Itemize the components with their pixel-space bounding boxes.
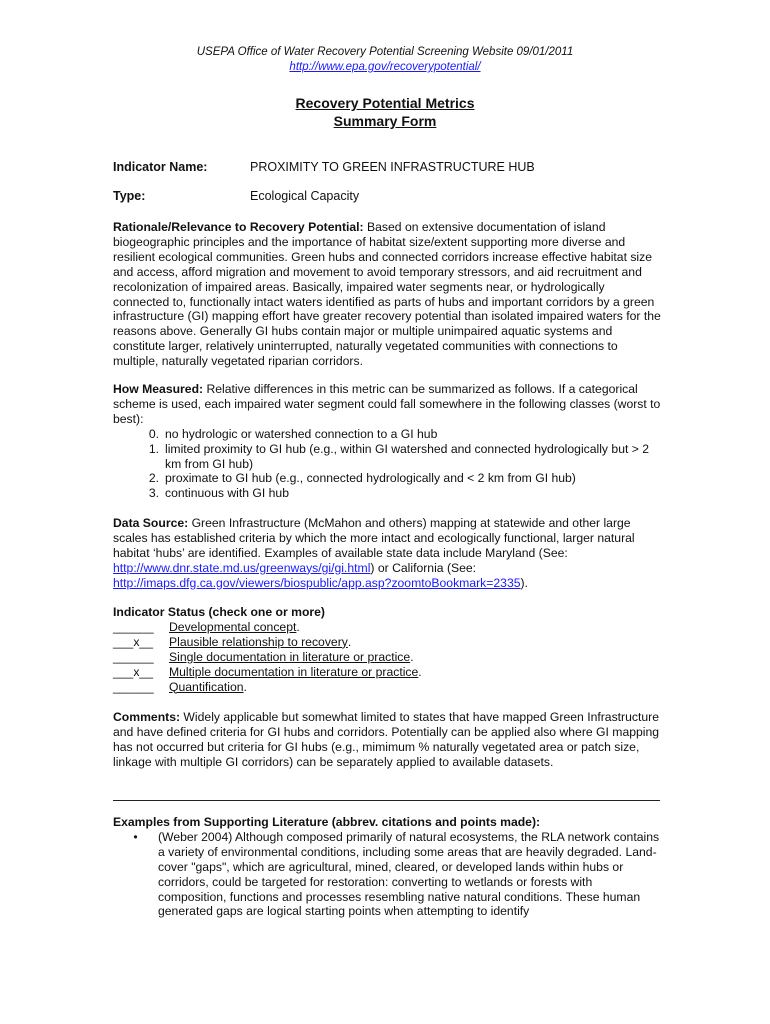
rationale-label: Rationale/Relevance to Recovery Potential: [113,220,364,234]
list-text: proximate to GI hub (e.g., connected hydrologically and < 2 km from GI hub) [165,471,576,486]
header-line: USEPA Office of Water Recovery Potential Screening Website 09/01/2011 [196,46,574,58]
status-checkmark: ______ [113,619,154,634]
page-title: Recovery Potential Metrics [295,95,475,111]
indicator-name-value: PROXIMITY TO GREEN INFRASTRUCTURE HUB [250,160,535,174]
list-item [137,486,661,501]
status-text: Developmental concept [169,619,297,634]
list-text: continuous with GI hub [165,486,289,501]
type-label: Type: [113,189,146,203]
status-text: Quantification [169,679,244,694]
status-checkmark: ______ [113,679,154,694]
example-text: (Weber 2004) Although composed primarily of natural ecosystems, the RLA network contains a variety of environmental conditions, including some areas that are heavily degraded. Land-cover "gaps", which are agricultural, mined, cleared, or developed lands within hubs or corridors, could be targeted for restoration: converting to wetlands or forests with composition, functions and processes resembling native natural conditions. These human generated gaps are logical starting points when attempting to identify [158,829,660,919]
status-item: ______ Quantification . [113,679,247,694]
list-number: 0. [148,426,159,441]
measurement-classes-list [137,427,661,502]
indicator-name-label: Indicator Name: [113,160,208,174]
status-text: Single documentation in literature or practice [169,649,411,664]
data-source-label: Data Source: [113,516,189,530]
data-source-text: Green Infrastructure (McMahon and others) mapping at statewide and other large scales has established criteria by which the more intact and ecologically functional, larger natural habitat ‘hubs’ are identified. Examples of available state data include Maryland (See: [113,516,635,560]
how-measured-label: How Measured: [113,382,204,396]
how-measured-section [113,382,661,501]
examples-label: Examples from Supporting Literature (abbrev. citations and points made): [113,815,541,829]
status-item: ______ Single documentation in literature or practice . [113,649,414,664]
comments-text: Widely applicable but somewhat limited to states that have mapped Green Infrastructure and have defined criteria for GI hubs and corridors. Potentially can be applied also where GI mapping has not occurred but criteria for GI hubs (e.g., mimimum % naturally vegetated area or patch size, linkage with multiple GI corridors) can be separately applied to available datasets. [113,710,660,769]
page-subtitle: Summary Form [333,113,437,129]
status-item: ___x__ Plausible relationship to recovery . [113,634,352,649]
list-number: 2. [148,471,159,486]
california-gi-link[interactable]: http://imaps.dfg.ca.gov/viewers/biospublic/app.asp?zoomtoBookmark=2335 [113,575,521,590]
status-checkmark: ______ [113,649,154,664]
list-item [137,442,661,472]
indicator-status-section [113,605,661,694]
list-number: 1. [148,441,159,456]
data-source-section [113,516,661,591]
list-item [137,427,661,442]
list-item [113,830,661,919]
examples-list [113,830,661,919]
status-checkmark: ___x__ [113,664,153,679]
status-text: Multiple documentation in literature or practice [169,664,419,679]
list-number: 3. [148,486,159,501]
status-checkmark: ___x__ [113,634,153,649]
indicator-status-label: Indicator Status (check one or more) [113,605,325,619]
maryland-gi-link[interactable]: http://www.dnr.state.md.us/greenways/gi/gi.html [113,560,371,575]
comments-label: Comments: [113,710,181,724]
how-measured-text: Relative differences in this metric can be summarized as follows. If a categorical scheme is used, each impaired water segment could fall somewhere in the following classes (worst to best): [113,382,661,426]
header-url-link[interactable]: http://www.epa.gov/recoverypotential/ [289,61,481,73]
list-item [137,471,661,486]
comments-section [113,710,661,770]
status-text: Plausible relationship to recovery [169,634,348,649]
data-source-text: ). [520,575,528,590]
rationale-section [113,220,661,369]
section-divider [113,800,660,801]
data-source-text: ) or California (See: [370,560,477,575]
list-text: no hydrologic or watershed connection to a GI hub [165,426,438,441]
rationale-text: Based on extensive documentation of island biogeographic principles and the importance of habitat size/extent supporting more diverse and resilient ecological communities. Green hubs and connected corridors increase effective habitat size and access, afford migration and movement to avoid temporary stressors, and aid recruitment and recolonization of impaired areas. Basically, impaired water segments near, or hydrologically connected to, functionally intact waters identified as parts of hubs and important corridors by a green infrastructure (GI) mapping effort have greater recovery potential than isolated impaired waters for the reasons above. Generally GI hubs contain major or multiple unimpaired aquatic systems and constitute larger, relatively uninterrupted, naturally vegetated communities with connections to multiple, naturally vegetated riparian corridors. [113,220,661,369]
type-value: Ecological Capacity [250,189,360,203]
list-text: limited proximity to GI hub (e.g., within GI watershed and connected hydrologically but > 2 km from GI hub) [165,441,650,471]
examples-section [113,815,661,919]
status-item: ___x__ Multiple documentation in literature or practice . [113,664,422,679]
status-item: ______ Developmental concept . [113,619,300,634]
bullet-icon: • [133,829,138,844]
